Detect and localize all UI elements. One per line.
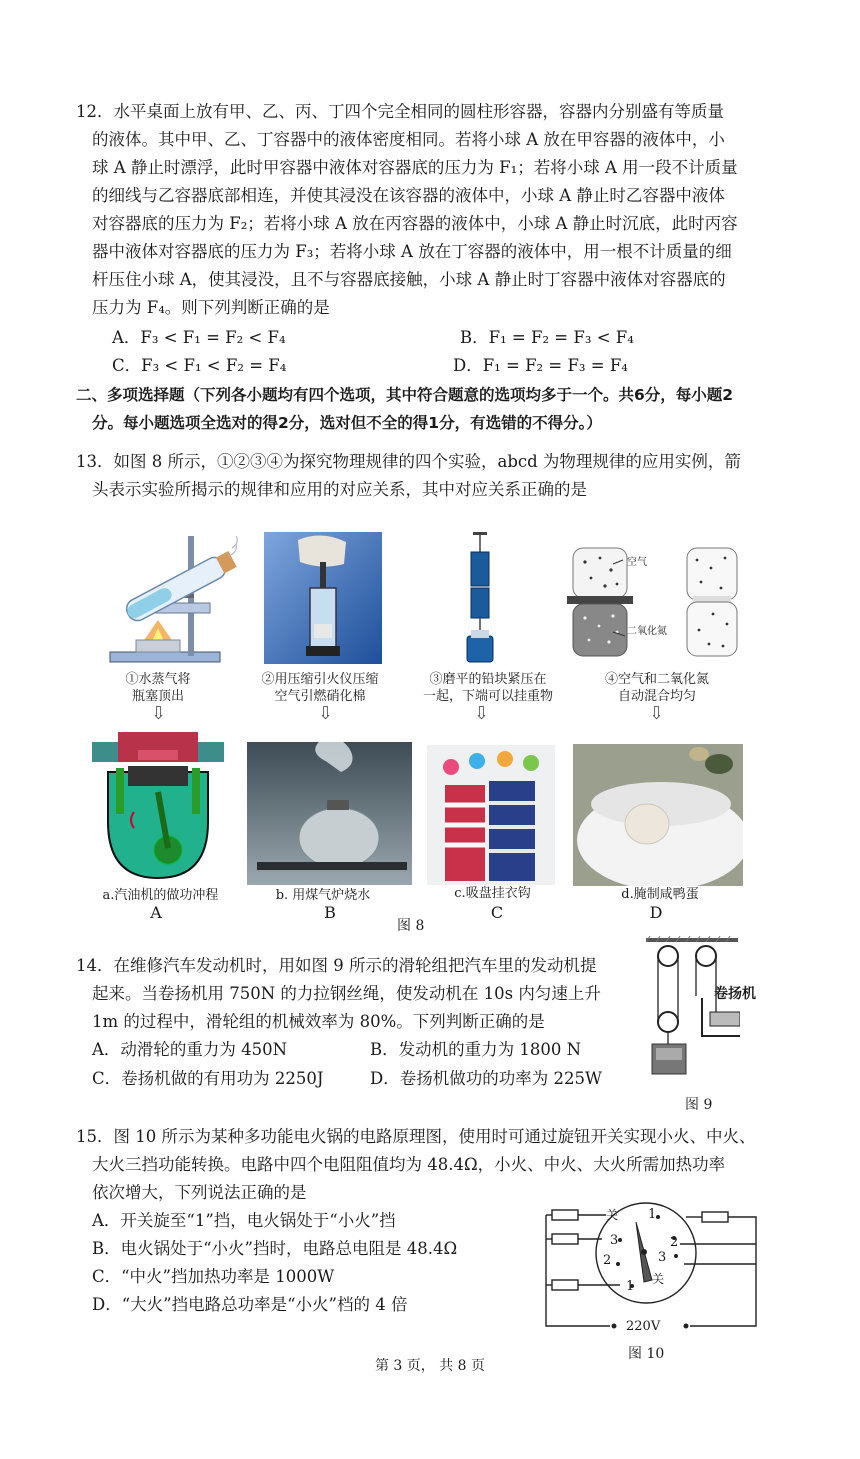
q13-line: 13．如图 8 所示，①②③④为探究物理规律的四个实验，abcd 为物理规律的应用实例，箭 <box>76 452 741 471</box>
caption-line: ②用压缩引火仪压缩 <box>261 672 379 687</box>
caption-line: ④空气和二氧化氮 <box>604 672 709 687</box>
q15-option-b: B．电火锅处于“小火”挡时，电路总电阻是 48.4Ω <box>92 1239 458 1258</box>
figure-8-label: 图 8 <box>397 918 425 934</box>
experiment-2-caption <box>250 671 390 705</box>
caption-line: 空气引燃硝化棉 <box>274 689 366 704</box>
experiment-4-caption <box>592 671 722 705</box>
choice-letter-b: B <box>324 903 336 922</box>
q15-option-a: A．开关旋至“1”挡，电火锅处于“小火”挡 <box>92 1211 396 1230</box>
q12-line: 器中液体对容器底的压力为 F₃；若将小球 A 放在丁容器的液体中，用一根不计质量的细 <box>92 242 732 261</box>
caption-line: ③磨平的铅块紧压在 <box>429 672 547 687</box>
q14-line: 起来。当卷扬机用 750N 的力拉钢丝绳，使发动机在 10s 内匀速上升 <box>92 984 601 1003</box>
arrow-down-icon: ⇩ <box>151 703 167 724</box>
winch-label: 卷扬机 <box>714 986 756 1002</box>
q12-option-c: C．F₃ < F₁ < F₂ = F₄ <box>112 356 287 375</box>
q15-line: 大火三挡功能转换。电路中四个电阻阻值均为 48.4Ω，小火、中火、大火所需加热功率 <box>92 1155 726 1174</box>
experiment-4-image <box>565 544 745 662</box>
choice-letter-d: D <box>649 903 663 922</box>
q15-line: 依次增大，下列说法正确的是 <box>92 1183 307 1202</box>
q14-option-d: D．卷扬机做功的功率为 225W <box>370 1069 602 1088</box>
q15-line: 15．图 10 所示为某种多功能电火锅的电路原理图，使用时可通过旋钮开关实现小火、中火、 <box>76 1127 756 1146</box>
section-2-line: 分。每小题选项全选对的得2分，选对但不全的得1分，有选错的不得分。） <box>92 414 602 432</box>
q12-option-b: B．F₁ = F₂ = F₃ < F₄ <box>460 328 634 347</box>
q12-option-d: D．F₁ = F₂ = F₃ = F₄ <box>453 356 628 375</box>
application-c-caption: c.吸盘挂衣钩 <box>454 886 531 901</box>
q14-option-c: C．卷扬机做的有用功为 2250J <box>92 1069 324 1088</box>
label-no2: 二氧化氮 <box>627 626 667 637</box>
q12-line: 的液体。其中甲、乙、丁容器中的液体密度相同。若将小球 A 放在甲容器的液体中，小 <box>92 130 725 149</box>
caption-line: 一起，下端可以挂重物 <box>422 689 553 704</box>
section-2-line: 二、多项选择题（下列各小题均有四个选项，其中符合题意的选项均多于一个。共6分，每小题2 <box>76 386 734 404</box>
pulley-diagram <box>640 936 740 1086</box>
choice-letter-c: C <box>490 903 504 922</box>
application-a-image <box>88 732 228 882</box>
switch-position-1: 1 <box>626 1279 635 1294</box>
application-b-image <box>247 742 412 885</box>
q14-option-b: B．发动机的重力为 1800 N <box>370 1040 582 1059</box>
application-b-caption: b. 用煤气炉烧水 <box>275 888 371 903</box>
experiment-3-caption <box>408 671 568 705</box>
switch-off-label: 关 <box>652 1272 665 1286</box>
switch-position-3: 3 <box>610 1233 619 1248</box>
q15-option-c: C．“中火”挡加热功率是 1000W <box>92 1267 335 1286</box>
switch-position-2: 2 <box>670 1235 679 1250</box>
application-a-caption: a.汽油机的做功冲程 <box>102 888 219 903</box>
choice-letter-a: A <box>150 903 162 922</box>
q14-line: 14．在维修汽车发动机时，用如图 9 所示的滑轮组把汽车里的发动机提 <box>76 956 597 975</box>
experiment-1-caption <box>98 671 218 705</box>
caption-line: 自动混合均匀 <box>617 689 696 704</box>
q12-line: 对容器底的压力为 F₂；若将小球 A 放在丙容器的液体中，小球 A 静止时沉底，此时丙容 <box>92 214 738 233</box>
switch-position-3: 3 <box>658 1250 667 1265</box>
q14-line: 1m 的过程中，滑轮组的机械效率为 80%。下列判断正确的是 <box>92 1012 545 1031</box>
caption-line: 瓶塞顶出 <box>131 689 184 704</box>
figure-10-label: 图 10 <box>628 1346 665 1362</box>
figure-9-label: 图 9 <box>685 1097 713 1113</box>
switch-position-1: 1 <box>648 1207 657 1222</box>
application-d-image <box>573 744 743 886</box>
experiment-2-image <box>264 532 382 664</box>
label-air: 空气 <box>627 557 647 568</box>
switch-position-2: 2 <box>603 1253 612 1268</box>
arrow-down-icon: ⇩ <box>649 703 665 724</box>
q15-option-d: D．“大火”挡电路总功率是“小火”档的 4 倍 <box>92 1295 408 1314</box>
page-footer: 第 3 页， 共 8 页 <box>374 1358 486 1374</box>
q14-option-a: A．动滑轮的重力为 450N <box>92 1040 288 1059</box>
caption-line: ①水蒸气将 <box>125 672 191 687</box>
switch-off-label: 关 <box>606 1208 619 1222</box>
experiment-3-image <box>455 532 505 666</box>
q12-line: 杆压住小球 A，使其浸没，且不与容器底接触，小球 A 静止时丁容器中液体对容器底的 <box>92 270 726 289</box>
q12-line: 的细线与乙容器底部相连，并使其浸没在该容器的液体中，小球 A 静止时乙容器中液体 <box>92 186 725 205</box>
q12-line: 压力为 F₄。则下列判断正确的是 <box>92 298 330 317</box>
q13-line: 头表示实验所揭示的规律和应用的对应关系，其中对应关系正确的是 <box>92 480 587 499</box>
q12-line: 12．水平桌面上放有甲、乙、丙、丁四个完全相同的圆柱形容器，容器内分别盛有等质量 <box>76 102 724 121</box>
application-c-image <box>427 745 555 885</box>
arrow-down-icon: ⇩ <box>474 703 490 724</box>
q12-option-a: A．F₃ < F₁ = F₂ < F₄ <box>112 328 286 347</box>
arrow-down-icon: ⇩ <box>318 703 334 724</box>
experiment-1-image <box>100 528 245 670</box>
application-d-caption: d.腌制咸鸭蛋 <box>621 887 699 902</box>
q12-line: 球 A 静止时漂浮，此时甲容器中液体对容器底的压力为 F₁；若将小球 A 用一段不计质量 <box>92 158 738 177</box>
voltage-label: 220V <box>626 1319 661 1334</box>
